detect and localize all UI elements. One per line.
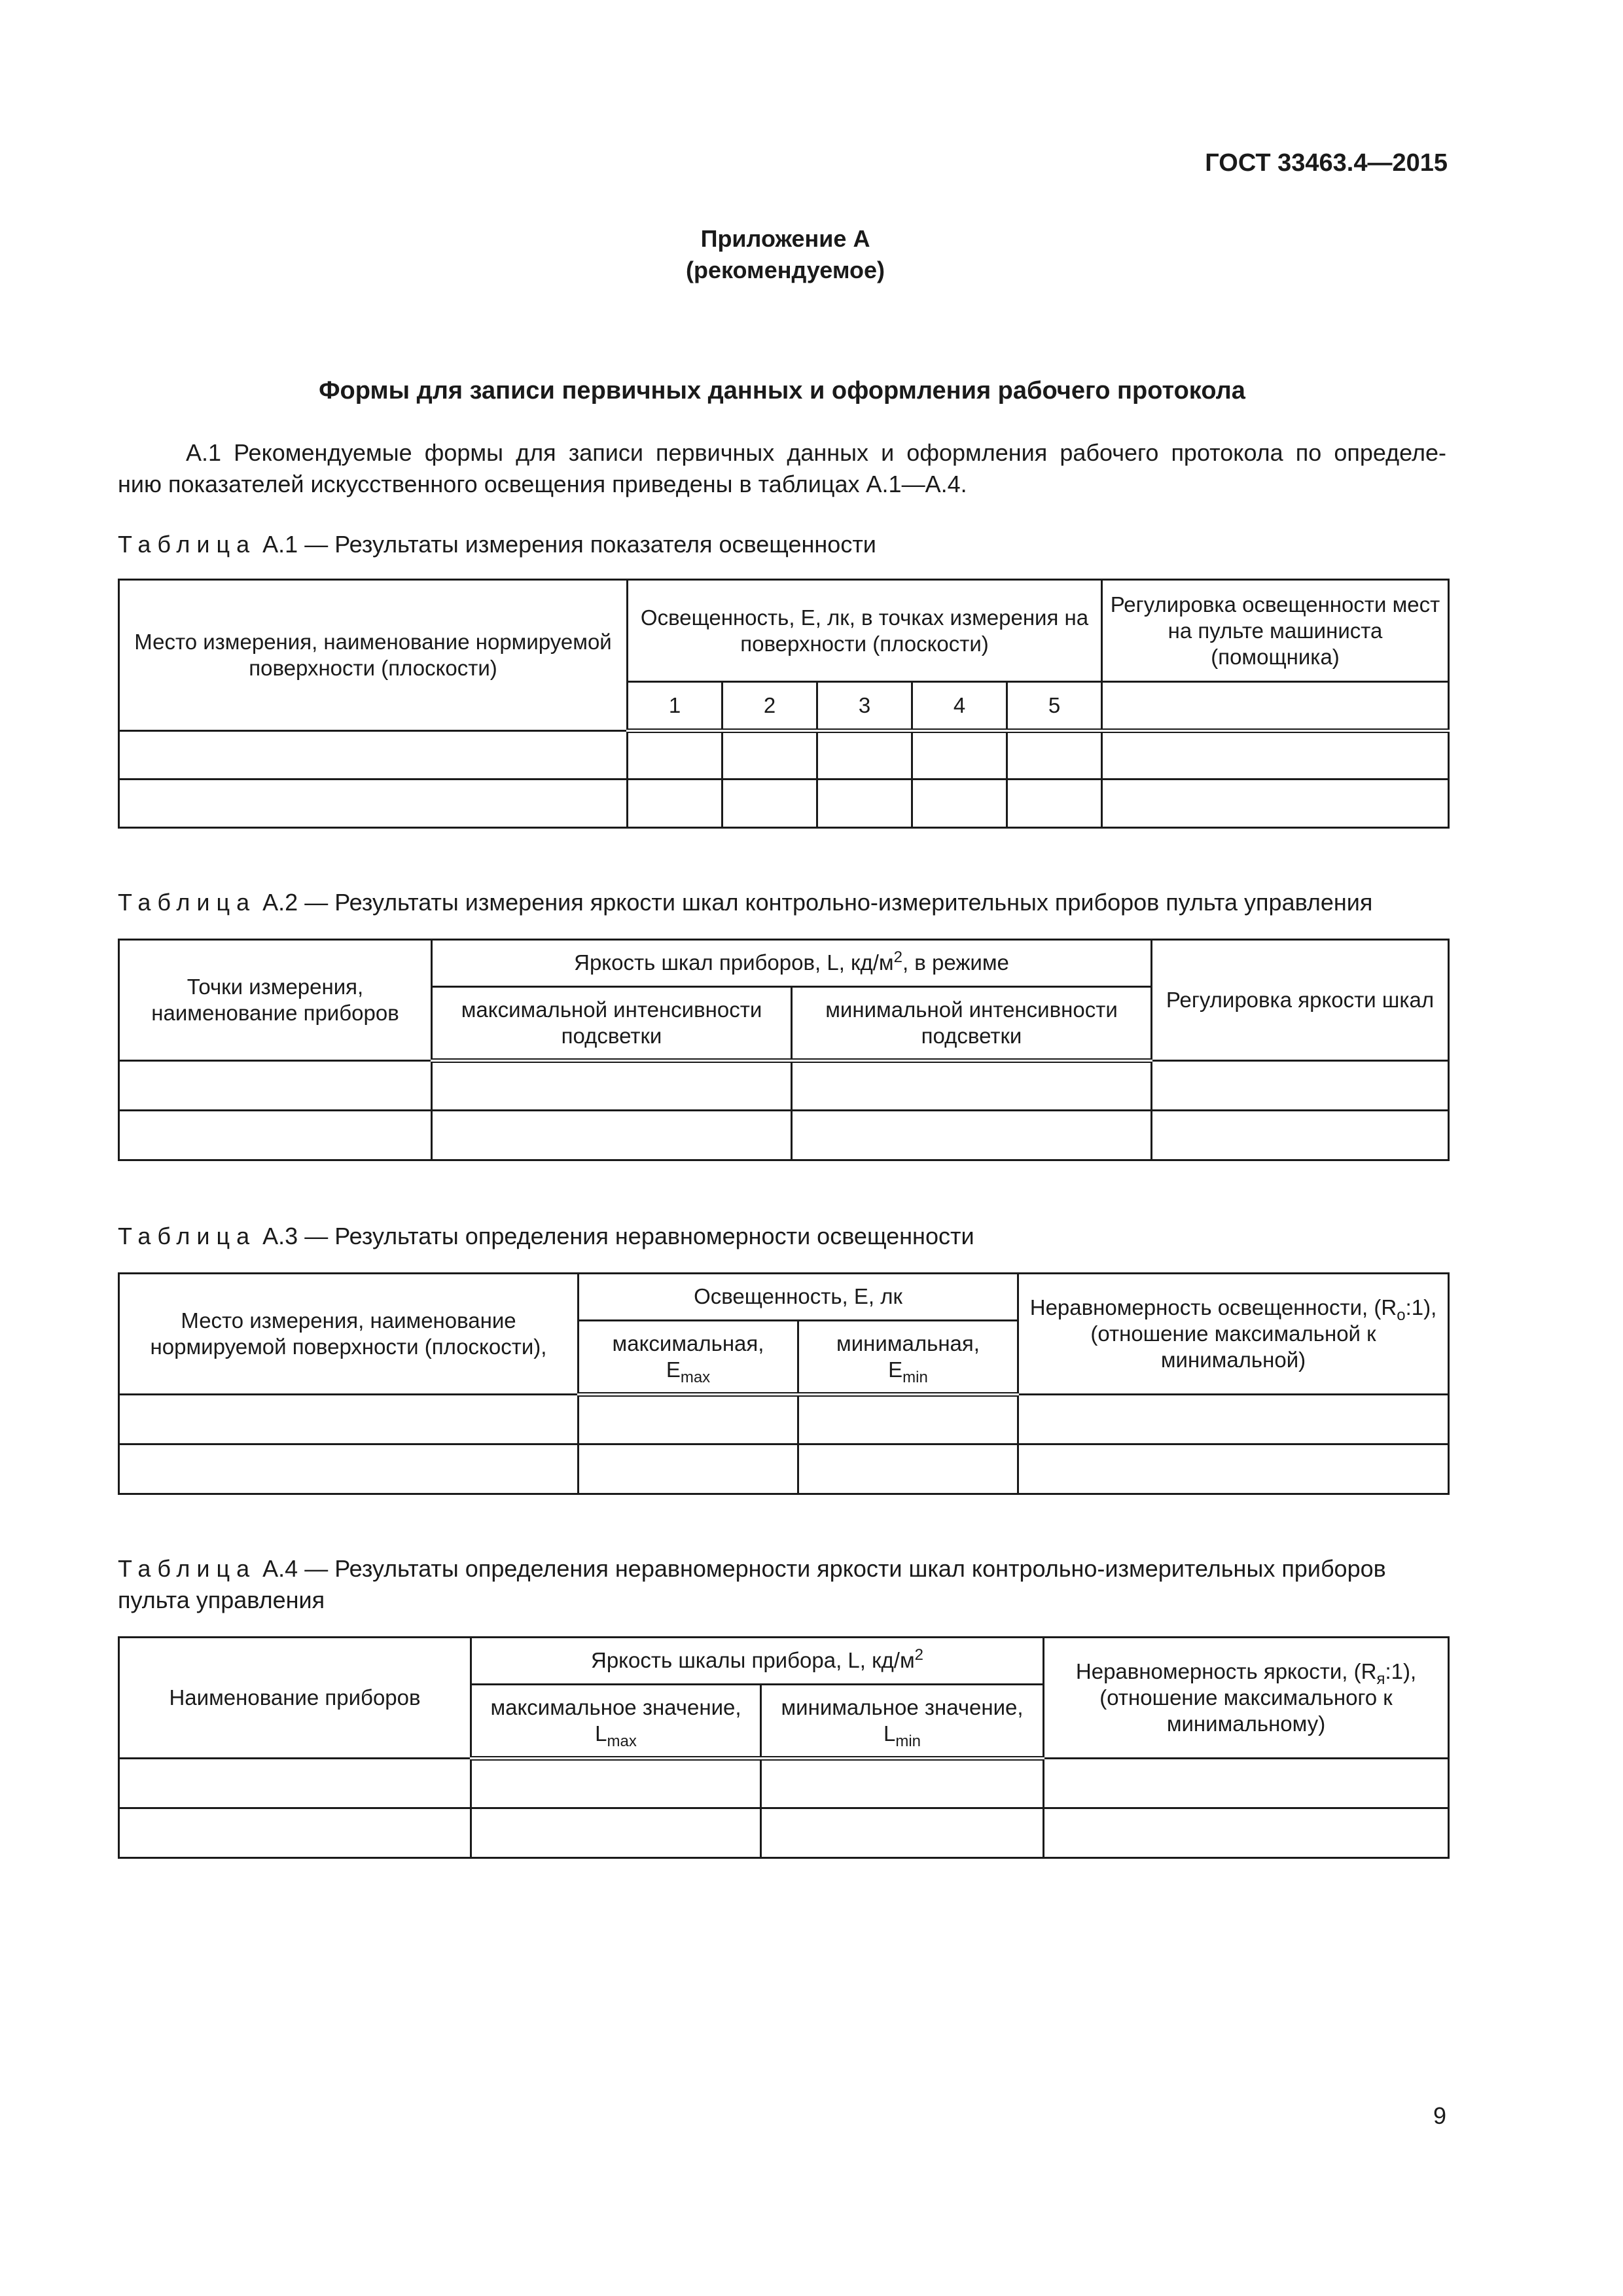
table-a4: [118, 1636, 1448, 1859]
table-a3-caption-text: А.3 — Результаты определения неравномерности освещенности: [256, 1223, 974, 1249]
table-a3: [118, 1272, 1448, 1495]
table-a4-header-max-text: максимальное значение,: [490, 1695, 741, 1719]
table-cell: [798, 1444, 1018, 1494]
table-a4-header-min-symbol: L: [883, 1721, 896, 1746]
table-a2-header-points: Точки измерения, наименование приборов: [119, 940, 432, 1061]
table-cell: [432, 1060, 792, 1110]
table-a4-header-brightness-sup: 2: [914, 1646, 924, 1664]
intro-paragraph: [118, 437, 1446, 500]
table-cell: [792, 1110, 1152, 1160]
table-a3-caption: [118, 1221, 1446, 1252]
table-cell: [912, 779, 1007, 827]
table-a3-header-min-sub: min: [902, 1368, 928, 1386]
table-a4-header-max-symbol: L: [595, 1721, 607, 1746]
table-a4-caption-word: Таблица: [118, 1555, 257, 1582]
table-a1-caption: [118, 529, 1446, 560]
table-cell: [1102, 730, 1449, 779]
table-a2-header-brightness-text: Яркость шкал приборов, L, кд/м: [574, 950, 894, 975]
page-number: 9: [1433, 2102, 1446, 2129]
table-a4-header-min: [761, 1684, 1044, 1758]
table-a2-caption-text: А.2 — Результаты измерения яркости шкал контрольно-измерительных приборов пульта управления: [256, 889, 1373, 916]
table-a3-header-unevenness-text: Неравномерность освещенности, (R: [1029, 1295, 1397, 1319]
table-row: [119, 1758, 1449, 1808]
table-row: [119, 779, 1449, 827]
table-cell: [1102, 779, 1449, 827]
table-a3-header-unevenness-rest: :1), (отношение максимальной к минимальной): [1090, 1295, 1437, 1372]
table-a4-caption-text: А.4 — Результаты определения неравномерности яркости шкал контрольно-измерительных приборов пульта управления: [118, 1555, 1386, 1613]
table-a4-header-names: Наименование приборов: [119, 1638, 471, 1759]
table-a1-point-3: 3: [817, 682, 912, 730]
table-row: [119, 1110, 1449, 1160]
table-cell: [722, 779, 817, 827]
table-a2-caption-word: Таблица: [118, 889, 257, 916]
table-cell: [761, 1758, 1044, 1808]
table-a1-header-adjust: Регулировка освещенности мест на пульте машиниста (помощника): [1102, 580, 1449, 682]
annex-title: Приложение А: [700, 225, 870, 252]
intro-paragraph-line-1: А.1 Рекомендуемые формы для записи первичных данных и оформления рабочего протокола по определе-: [186, 439, 1446, 466]
table-a2-header-adjust: Регулировка яркости шкал: [1152, 940, 1449, 1061]
table-cell: [1044, 1808, 1449, 1857]
table-cell: [912, 730, 1007, 779]
table-cell: [119, 1394, 579, 1444]
table-cell: [1007, 779, 1102, 827]
table-a4-header-min-sub: min: [895, 1732, 921, 1750]
table-cell: [1018, 1394, 1449, 1444]
table-a3-header-min-text: минимальная,: [836, 1331, 980, 1355]
table-a2-header-brightness-suffix: , в режиме: [902, 950, 1009, 975]
table-cell: [1007, 730, 1102, 779]
table-a4-header-brightness: [471, 1638, 1044, 1685]
intro-paragraph-line-2: нию показателей искусственного освещения приведены в таблицах А.1—А.4.: [118, 471, 967, 497]
table-a1-caption-word: Таблица: [118, 531, 257, 558]
table-cell: [119, 1808, 471, 1857]
table-cell: [579, 1444, 798, 1494]
table-a2: [118, 939, 1448, 1161]
table-a3-header-unevenness-sub: о: [1397, 1306, 1406, 1324]
table-cell: [432, 1110, 792, 1160]
table-cell: [471, 1808, 761, 1857]
table-cell: [628, 730, 722, 779]
table-a4-header-unevenness-sub: я: [1376, 1670, 1385, 1688]
table-row: [119, 1394, 1449, 1444]
table-a4-header-brightness-text: Яркость шкалы прибора, L, кд/м: [591, 1648, 915, 1673]
table-a1-header-adjust-blank: [1102, 682, 1449, 730]
table-a1-header-illuminance: Освещенность, Е, лк, в точках измерения на поверхности (плоскости): [628, 580, 1102, 682]
table-cell: [579, 1394, 798, 1444]
table-cell: [119, 730, 628, 779]
table-a2-header-max: максимальной интенсивности подсветки: [432, 986, 792, 1060]
table-a2-header-brightness: [432, 940, 1152, 987]
table-cell: [119, 1444, 579, 1494]
table-cell: [119, 1060, 432, 1110]
table-a3-header-max-text: максимальная,: [612, 1331, 764, 1355]
section-title: Формы для записи первичных данных и оформления рабочего протокола: [319, 377, 1245, 404]
table-a3-caption-word: Таблица: [118, 1223, 257, 1249]
table-a4-header-unevenness-rest: :1), (отношение максимального к минимальному): [1099, 1659, 1417, 1736]
table-a3-header-min-symbol: E: [888, 1357, 903, 1382]
table-a4-header-max-sub: max: [607, 1732, 637, 1750]
table-cell: [119, 779, 628, 827]
table-a3-header-max: [579, 1320, 798, 1394]
table-a1-point-5: 5: [1007, 682, 1102, 730]
table-a4-header-min-text: минимальное значение,: [781, 1695, 1024, 1719]
table-a2-header-min: минимальной интенсивности подсветки: [792, 986, 1152, 1060]
table-a4-caption: [118, 1553, 1446, 1616]
table-a1-point-4: 4: [912, 682, 1007, 730]
table-a3-header-place: Место измерения, наименование нормируемой поверхности (плоскости),: [119, 1274, 579, 1395]
table-a3-header-max-sub: max: [680, 1368, 711, 1386]
table-row: [119, 1060, 1449, 1110]
table-a1-point-2: 2: [722, 682, 817, 730]
table-cell: [761, 1808, 1044, 1857]
table-row: [119, 1444, 1449, 1494]
table-a2-header-brightness-sup: 2: [893, 948, 902, 967]
table-cell: [817, 730, 912, 779]
table-a3-header-unevenness: [1018, 1274, 1449, 1395]
annex-note: (рекомендуемое): [686, 257, 885, 283]
table-cell: [1152, 1060, 1449, 1110]
table-row: [119, 730, 1449, 779]
table-a3-header-illuminance: Освещенность, Е, лк: [579, 1274, 1018, 1321]
table-cell: [119, 1758, 471, 1808]
table-cell: [722, 730, 817, 779]
table-row: [119, 1808, 1449, 1857]
table-cell: [471, 1758, 761, 1808]
table-cell: [817, 779, 912, 827]
table-cell: [628, 779, 722, 827]
table-a4-header-unevenness: [1044, 1638, 1449, 1759]
table-a1-caption-text: А.1 — Результаты измерения показателя освещенности: [256, 531, 876, 558]
table-a2-caption: [118, 887, 1446, 918]
table-a4-header-unevenness-text: Неравномерность яркости, (R: [1075, 1659, 1377, 1683]
table-cell: [798, 1394, 1018, 1444]
standard-header: ГОСТ 33463.4—2015: [1205, 149, 1448, 177]
table-a1: [118, 579, 1448, 829]
table-cell: [1018, 1444, 1449, 1494]
table-cell: [792, 1060, 1152, 1110]
table-a3-header-min: [798, 1320, 1018, 1394]
table-a1-point-1: 1: [628, 682, 722, 730]
table-a3-header-max-symbol: E: [666, 1357, 681, 1382]
table-cell: [1044, 1758, 1449, 1808]
table-cell: [119, 1110, 432, 1160]
table-cell: [1152, 1110, 1449, 1160]
table-a1-header-place: Место измерения, наименование нормируемой поверхности (плоскости): [119, 580, 628, 731]
table-a4-header-max: [471, 1684, 761, 1758]
